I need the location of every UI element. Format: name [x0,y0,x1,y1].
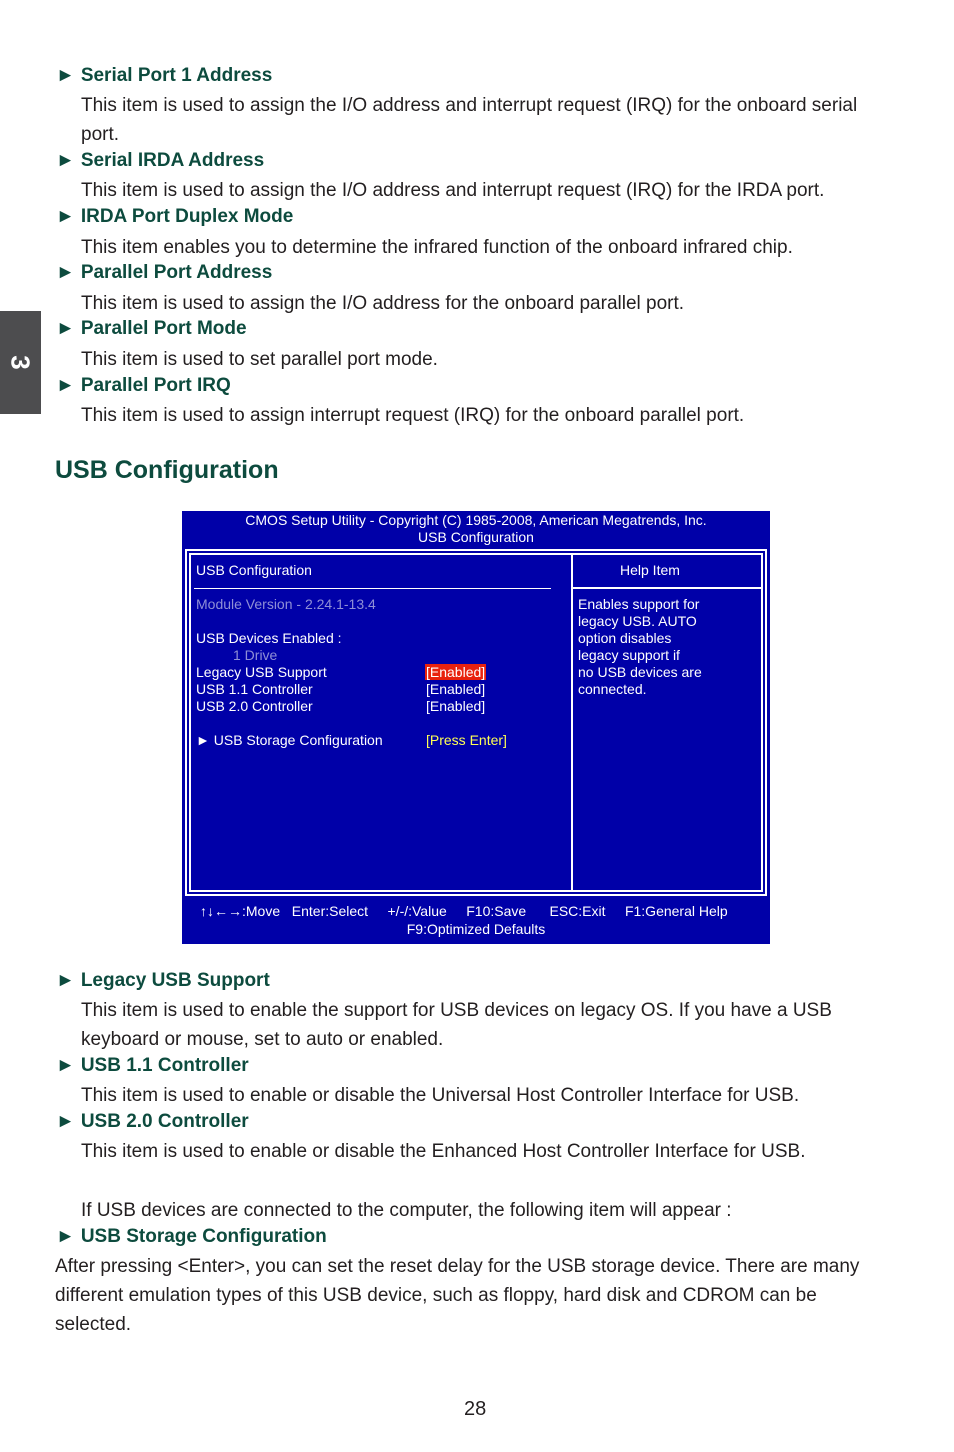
chapter-number: 3 [6,355,36,370]
bios-submenu-value[interactable]: [Press Enter] [426,732,507,748]
item-title-parallel-mode: ► Parallel Port Mode [56,318,247,339]
item-desc-usb-storage: After pressing <Enter>, you can set the reset delay for the USB storage device. There are many different emulation types of this USB device, such as floppy, hard disk and CDROM can be selected. [55,1256,860,1335]
page-number: 28 [464,1398,487,1420]
bios-help-line: legacy USB. AUTO [578,613,697,629]
item-desc-legacy-usb: This item is used to enable the support for USB devices on legacy OS. If you have a USB keyboard or mouse, set to auto or enabled. [81,1000,832,1050]
bios-row-label-legacy[interactable]: Legacy USB Support [196,664,327,680]
note-text: If USB devices are connected to the computer, the following item will appear : [81,1200,732,1221]
item-desc-irda-duplex: This item enables you to determine the infrared function of the onboard infrared chip. [81,237,793,258]
item-desc-usb20: This item is used to enable or disable the Enhanced Host Controller Interface for USB. [81,1141,806,1162]
item-title-usb-storage: ► USB Storage Configuration [56,1226,327,1247]
bios-row-label-usb11[interactable]: USB 1.1 Controller [196,681,313,697]
bios-help-line: connected. [578,681,647,697]
item-desc-serial-irda: This item is used to assign the I/O address and interrupt request (IRQ) for the IRDA port. [81,180,825,201]
section-title: USB Configuration [55,456,279,484]
bios-header-line1: CMOS Setup Utility - Copyright (C) 1985-2008, American Megatrends, Inc. [245,512,707,528]
bios-row-value-usb11[interactable]: [Enabled] [426,681,486,697]
item-desc-parallel-irq: This item is used to assign interrupt request (IRQ) for the onboard parallel port. [81,405,745,426]
bios-devices-label: USB Devices Enabled : [196,630,342,646]
bios-panel-divider [571,553,573,892]
bios-title-underline [194,588,551,589]
item-title-parallel-address: ► Parallel Port Address [56,262,273,283]
item-desc-parallel-mode: This item is used to set parallel port mode. [81,349,438,370]
bios-help-line: Enables support for [578,596,700,612]
bios-header-line2: USB Configuration [418,529,534,545]
item-title-parallel-irq: ► Parallel Port IRQ [56,375,231,396]
bios-screen [182,511,770,944]
bios-help-line: option disables [578,630,672,646]
item-desc-usb11: This item is used to enable or disable the Universal Host Controller Interface for USB. [81,1085,800,1106]
item-title-legacy-usb: ► Legacy USB Support [56,970,270,991]
bios-module-version: Module Version - 2.24.1-13.4 [196,596,376,612]
item-title-irda-duplex: ► IRDA Port Duplex Mode [56,206,294,227]
item-desc-parallel-address: This item is used to assign the I/O address for the onboard parallel port. [81,293,685,314]
item-title-usb11: ► USB 1.1 Controller [56,1055,249,1076]
chapter-tab [0,311,41,414]
bios-footer-defaults: F9:Optimized Defaults [406,921,546,937]
bios-devices-value: 1 Drive [233,647,278,663]
item-desc-serial-port-1: This item is used to assign the I/O address and interrupt request (IRQ) for the onboard serial port. [81,95,858,145]
item-title-serial-port-1: ► Serial Port 1 Address [56,65,273,86]
bios-row-label-usb20[interactable]: USB 2.0 Controller [196,698,313,714]
bios-panel-title: USB Configuration [196,562,312,578]
item-title-serial-irda: ► Serial IRDA Address [56,150,265,171]
bios-help-line: legacy support if [578,647,680,663]
bios-help-title: Help Item [620,562,680,578]
bios-row-value-usb20[interactable]: [Enabled] [426,698,486,714]
bios-submenu-storage[interactable]: ► USB Storage Configuration [196,732,383,748]
bios-help-line: no USB devices are [578,664,702,680]
item-title-usb20: ► USB 2.0 Controller [56,1111,249,1132]
bios-row-value-legacy[interactable]: [Enabled] [426,664,486,680]
bios-footer-keys: ↑↓←→:Move Enter:Select +/-/:Value F10:Save ESC:Exit F1:General Help [200,903,728,919]
